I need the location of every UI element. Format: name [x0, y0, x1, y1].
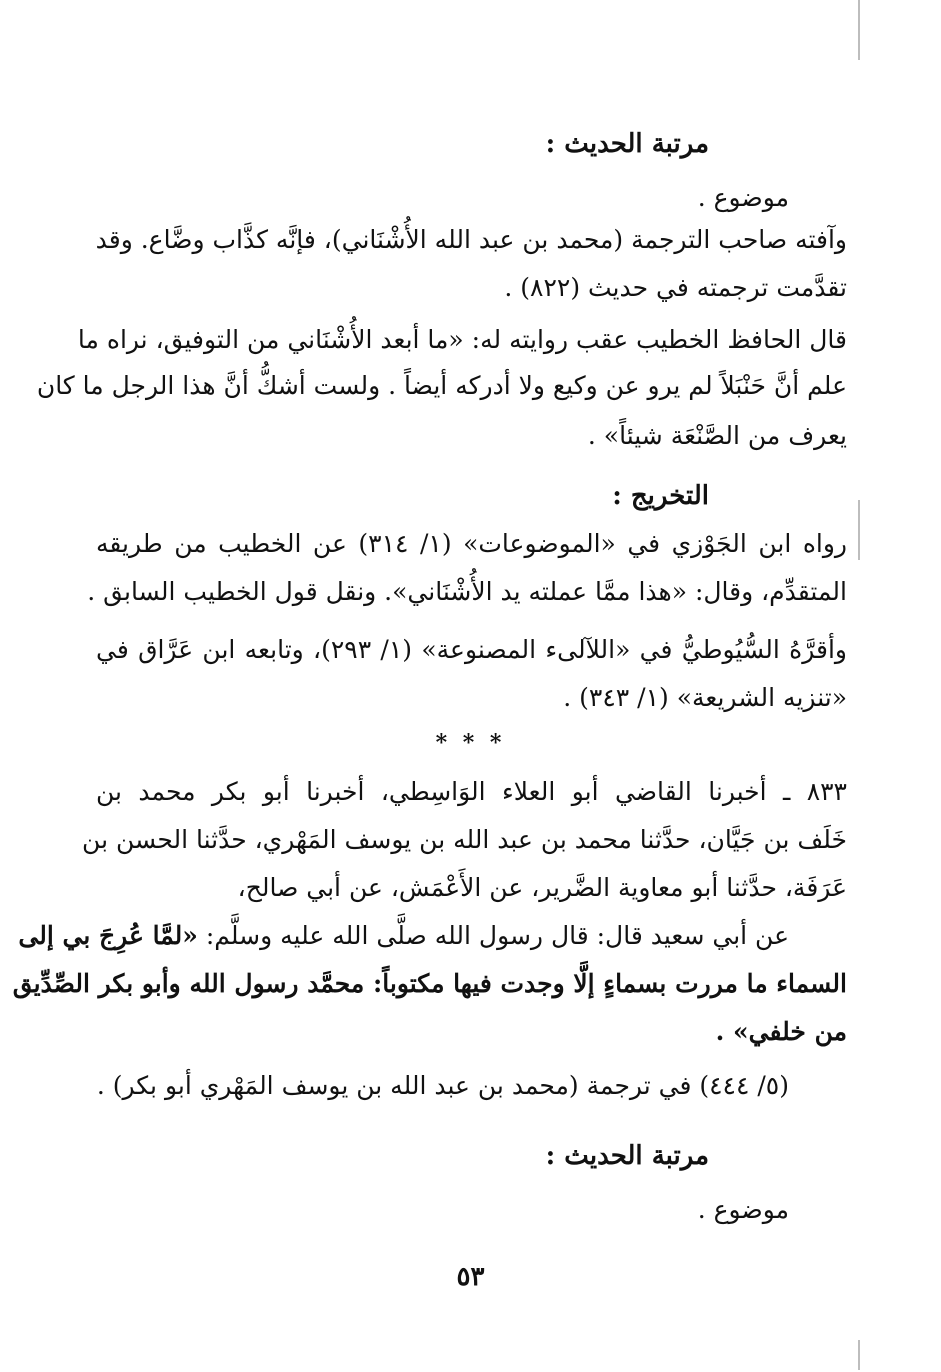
page-number: ٥٣: [456, 1262, 485, 1292]
paragraph-line: وآفته صاحب الترجمة (محمد بن عبد الله الأُشْنَاني)، فإنَّه كذَّاب وضَّاع. وقد: [95, 225, 847, 254]
paragraph-line: «تنزيه الشريعة» (١/ ٣٤٣) .: [563, 683, 847, 712]
section-heading-takhrij: التخريج :: [612, 481, 709, 511]
paragraph-line: رواه ابن الجَوْزي في «الموضوعات» (١/ ٣١٤) عن الخطيب من طريقه: [96, 529, 848, 558]
hadith-matn-line: من خلفي» .: [715, 1017, 847, 1046]
source-reference: (٥/ ٤٤٤) في ترجمة (محمد بن عبد الله بن يوسف المَهْري أبو بكر) .: [96, 1071, 789, 1100]
hadith-matn-line: السماء ما مررت بسماءٍ إلَّا وجدت فيها مكتوباً: محمَّد رسول الله وأبو بكر الصِّدِّيق: [12, 969, 847, 998]
paragraph-line: المتقدِّم، وقال: «هذا ممَّا عملته يد الأُشْنَاني». ونقل قول الخطيب السابق .: [87, 577, 847, 606]
scan-edge-mark: [858, 0, 860, 60]
hadith-line: ٨٣٣ ـ أخبرنا القاضي أبو العلاء الوَاسِطي، أخبرنا أبو بكر محمد بن: [96, 777, 847, 806]
section-heading-hadith-grade: مرتبة الحديث :: [545, 1141, 709, 1171]
scan-edge-mark: [858, 500, 860, 560]
hadith-matn: «لمَّا عُرِجَ بي إلى: [18, 921, 198, 950]
paragraph-line: قال الحافظ الخطيب عقب روايته له: «ما أبعد الأُشْنَاني من التوفيق، نراه ما: [77, 325, 847, 354]
paragraph-line: تقدَّمت ترجمته في حديث (٨٢٢) .: [504, 273, 847, 302]
hadith-line: عَرَفَة، حدَّثنا أبو معاوية الضَّرير، عن الأَعْمَش، عن أبي صالح،: [237, 873, 847, 902]
grade-text: موضوع .: [697, 183, 789, 212]
hadith-line: [18, 918, 789, 954]
hadith-narration: عن أبي سعيد قال: قال رسول الله صلَّى الله عليه وسلَّم:: [205, 921, 789, 950]
paragraph-line: يعرف من الصَّنْعَة شيئاً» .: [587, 421, 847, 450]
section-heading-hadith-grade: مرتبة الحديث :: [545, 129, 709, 159]
scan-edge-mark: [858, 1340, 860, 1370]
section-separator: * * *: [435, 730, 506, 756]
grade-text: موضوع .: [697, 1195, 789, 1224]
hadith-line: خَلَف بن جَيَّان، حدَّثنا محمد بن عبد الله بن يوسف المَهْري، حدَّثنا الحسن بن: [82, 825, 847, 854]
paragraph-line: وأقرَّهُ السُّيُوطيُّ في «اللآلىء المصنوعة» (١/ ٢٩٣)، وتابعه ابن عَرَّاق في: [96, 635, 847, 664]
paragraph-line: علم أنَّ حَنْبَلاً لم يرو عن وكيع ولا أدركه أيضاً . ولست أشكُّ أنَّ هذا الرجل ما كان: [36, 371, 847, 400]
